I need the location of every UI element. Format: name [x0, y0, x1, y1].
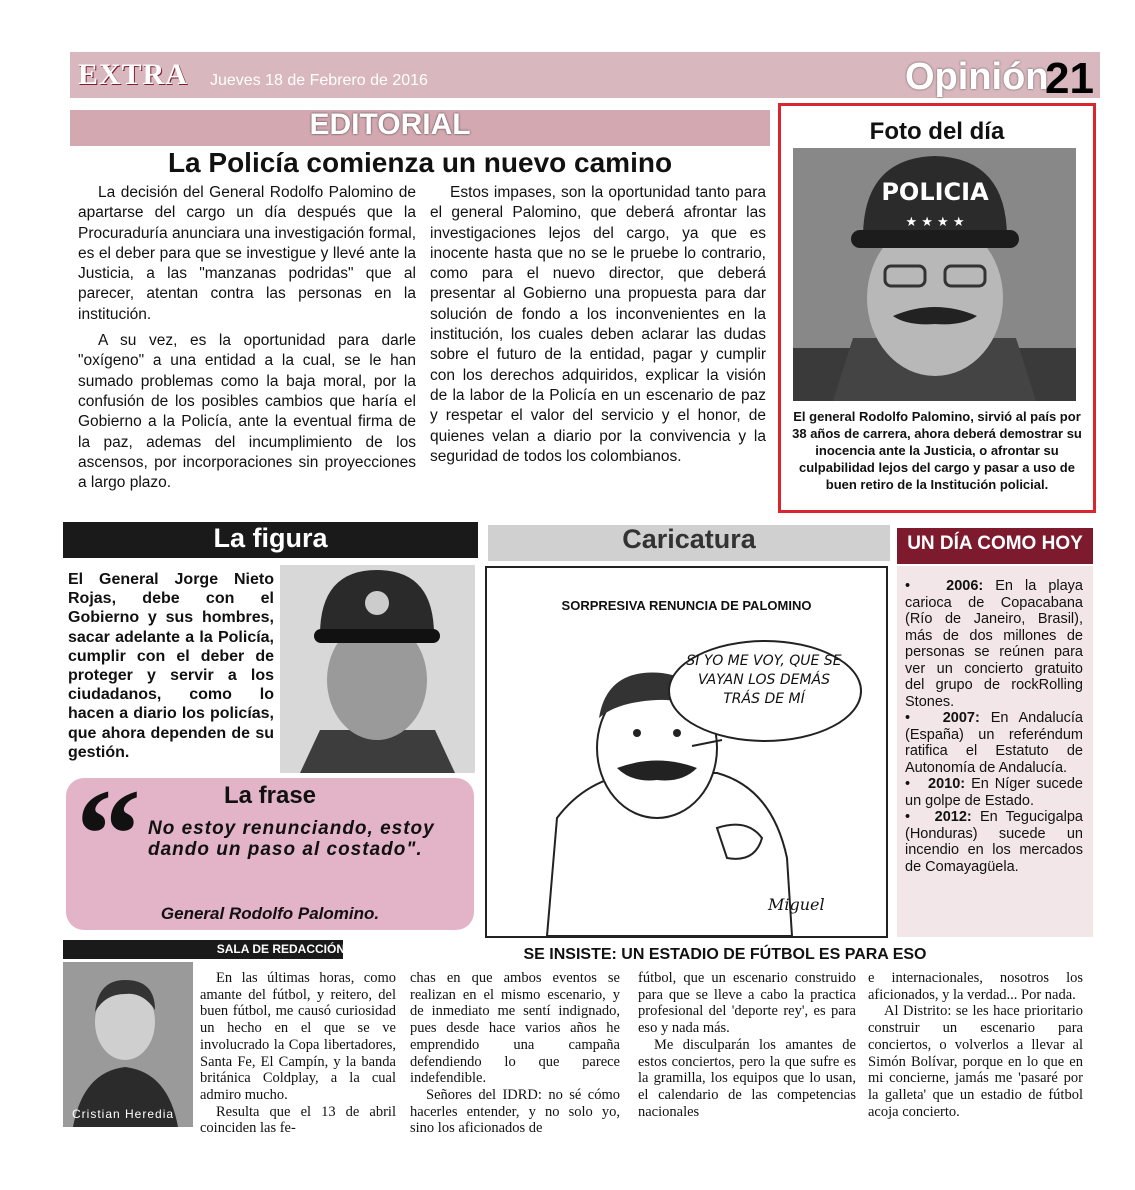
editorial-paragraph: A su vez, es la oportunidad para darle "oxígeno" a una entidad a la cual, se le han sumado problemas como la baja moral, por la confusión de los posibles cambios que haría el Gobierno a la Policía, ante la eventual firma de la paz, ademas del incumplimiento de los ascensos, por incorporaciones sin proyecciones a largo plazo. — [78, 332, 416, 492]
column-paragraph: Resulta que el 13 de abril coinciden las fe- — [200, 1103, 396, 1137]
nieto-portrait-illustration — [280, 565, 475, 773]
svg-text:★ ★ ★ ★: ★ ★ ★ ★ — [905, 215, 965, 230]
caricature-drawing — [487, 568, 886, 936]
list-item-year: 2010: — [928, 776, 966, 792]
list-item: • 2012: En Tegucigalpa (Honduras) sucede un incendio en los mercados de Comayagüela. — [905, 809, 1083, 875]
caricatura-caption: SORPRESIVA RENUNCIA DE PALOMINO — [561, 598, 812, 613]
editorial-label: EDITORIAL — [309, 108, 471, 141]
editorial-paragraph: Estos impases, son la oportunidad tanto para el general Palomino, que deberá afrontar las investigaciones lejos del cargo, ya que es inocente hasta que no se le pruebe lo contrario, como para el nuevo director, que deberá presentar al Gobierno una propuesta para dar solución de fondo a los inconvenientes en la institución, los cuales deben aclarar las dudas sobre el futuro de la entidad, pagar y cumplir con los derechos adquiridos, explicar la visión de la labor de la Policía en un escenario de paz y respetar el valor del servicio y el honor, de quienes velan a diario por la convivencia y la seguridad de todos los colombianos. — [430, 184, 766, 465]
cap-text: POLICIA — [881, 178, 989, 206]
column-paragraph: Al Distrito: se les hace prioritario construir un escenario para conciertos, o volverlos a llevar al Simón Bolívar, porque en lo que en mi concierne, jamás me 'pasaré por la galleta' que un estadio de fútbol acoja concierto. — [868, 1003, 1083, 1120]
la-frase-quote: No estoy renunciando, estoy dando un paso al costado". — [148, 818, 435, 860]
la-figura-title: La figura — [213, 523, 328, 553]
column-paragraph: fútbol, que un escenario construido para que se lleve a cabo la practica profesional del 'deporte rey', es para eso y nada más. — [638, 970, 856, 1037]
newspaper-logo: EXTRA — [78, 58, 189, 91]
editorial-headline: La Policía comienza un nuevo camino — [167, 147, 673, 178]
list-item-text: En Tegucigalpa (Honduras) sucede un incendio en los mercados de Comayagüela. — [905, 809, 1083, 875]
un-dia-como-hoy-list — [905, 578, 1083, 875]
page-number: 21 — [1045, 54, 1094, 103]
list-item-text: En Níger sucede un golpe de Estado. — [905, 776, 1083, 809]
column-paragraph: Me disculparán los amantes de estos conciertos, pero la que sufre es la gramilla, los equipos que lo usan, el calendario de las competencias nacionales — [638, 1036, 856, 1120]
list-item-year: 2007: — [942, 710, 980, 726]
columnist-portrait-illustration — [63, 962, 193, 1127]
column-paragraph: Señores del IDRD: no sé cómo hacerles entender, y no solo yo, sino los aficionados de — [410, 1086, 620, 1137]
column-text-2 — [410, 970, 620, 1137]
sala-de-redaccion-label: SALA DE REDACCIÓN — [216, 942, 345, 956]
column-headline: SE INSISTE: UN ESTADIO DE FÚTBOL ES PARA ESO — [523, 946, 927, 963]
speech-bubble-text: SI YO ME VOY, QUE SE VAYAN LOS DEMÁS TRÁS DE MÍ — [686, 653, 842, 707]
list-item-year: 2006: — [946, 578, 984, 594]
column-paragraph: En las últimas horas, como amante del fútbol, y reitero, del buen fútbol, me causó curiosidad un hecho en el que se ve involucrado la Copa libertadores, Santa Fe, El Campín, y la banda británica Coldplay, a la cual admiro mucho. — [200, 970, 396, 1103]
issue-date: Jueves 18 de Febrero de 2016 — [210, 72, 428, 89]
column-text-4 — [868, 970, 1083, 1120]
column-paragraph: chas en que ambos eventos se realizan en el mismo escenario, y de inmediato me sentí indignado, pues desde hace varios años he emprendido una campaña defendiendo lo que parece indefendible. — [410, 970, 620, 1087]
list-item-text: En la playa carioca de Copacabana (Río de Janeiro, Brasil), más de dos millones de personas se reúnen para ver un concierto gratuito del grupo de rockRolling Stones. — [905, 578, 1083, 710]
list-item: • 2010: En Níger sucede un golpe de Estado. — [905, 776, 1083, 809]
quote-mark-icon: “ — [76, 763, 141, 907]
foto-del-dia-title: Foto del día — [869, 118, 1005, 145]
list-item-year: 2012: — [934, 809, 972, 825]
foto-del-dia-caption: El general Rodolfo Palomino, sirvió al país por 38 años de carrera, ahora deberá demostrar su inocencia ante la Justicia, o afrontar su culpabilidad lejos del cargo y pasar a uso de buen retiro de la Institución policial. — [792, 409, 1082, 492]
la-frase-title: La frase — [223, 782, 317, 809]
list-item: • 2007: En Andalucía (España) un referéndum ratifica el Estatuto de Autonomía de Andalucía. — [905, 710, 1083, 776]
palomino-portrait-illustration — [793, 148, 1076, 401]
column-text-1 — [200, 970, 396, 1137]
caricatura-title: Caricatura — [622, 524, 756, 554]
editorial-paragraph: La decisión del General Rodolfo Palomino de apartarse del cargo un día después que la Procuraduría anunciara una investigación formal, es el deber para que se investigue y llevé ante la Justicia, a las "manzanas podridas" que al parecer, atentan contra las personas en la institución. — [78, 184, 416, 323]
la-figura-text: El General Jorge Nieto Rojas, debe con el Gobierno y sus hombres, sacar adelante a la Policía, cumplir con el deber de proteger y servir a los ciudadanos, como lo hacen a diario los policías, que ahora dependen de su gestión. — [68, 571, 274, 761]
palomino-photo — [793, 148, 1076, 401]
nieto-photo — [280, 565, 475, 773]
caricatura-frame — [485, 566, 888, 938]
column-text-3 — [638, 970, 856, 1120]
columnist-name: Cristian Heredia — [72, 1107, 175, 1121]
columnist-photo — [63, 962, 193, 1127]
un-dia-como-hoy-title: UN DÍA COMO HOY — [907, 533, 1083, 554]
section-title: Opinión — [905, 56, 1049, 98]
list-item-text: En Andalucía (España) un referéndum ratifica el Estatuto de Autonomía de Andalucía. — [905, 710, 1083, 776]
la-frase-author: General Rodolfo Palomino. — [160, 904, 380, 923]
editorial-column-1 — [78, 183, 416, 493]
editorial-column-2 — [430, 183, 766, 467]
column-paragraph: e internacionales, nosotros los aficionados, y la verdad... Por nada. — [868, 970, 1083, 1003]
cartoonist-signature: Miguel — [768, 895, 825, 914]
list-item: • 2006: En la playa carioca de Copacabana (Río de Janeiro, Brasil), más de dos millones de personas se reúnen para ver un concierto gratuito del grupo de rockRolling Stones. — [905, 578, 1083, 710]
